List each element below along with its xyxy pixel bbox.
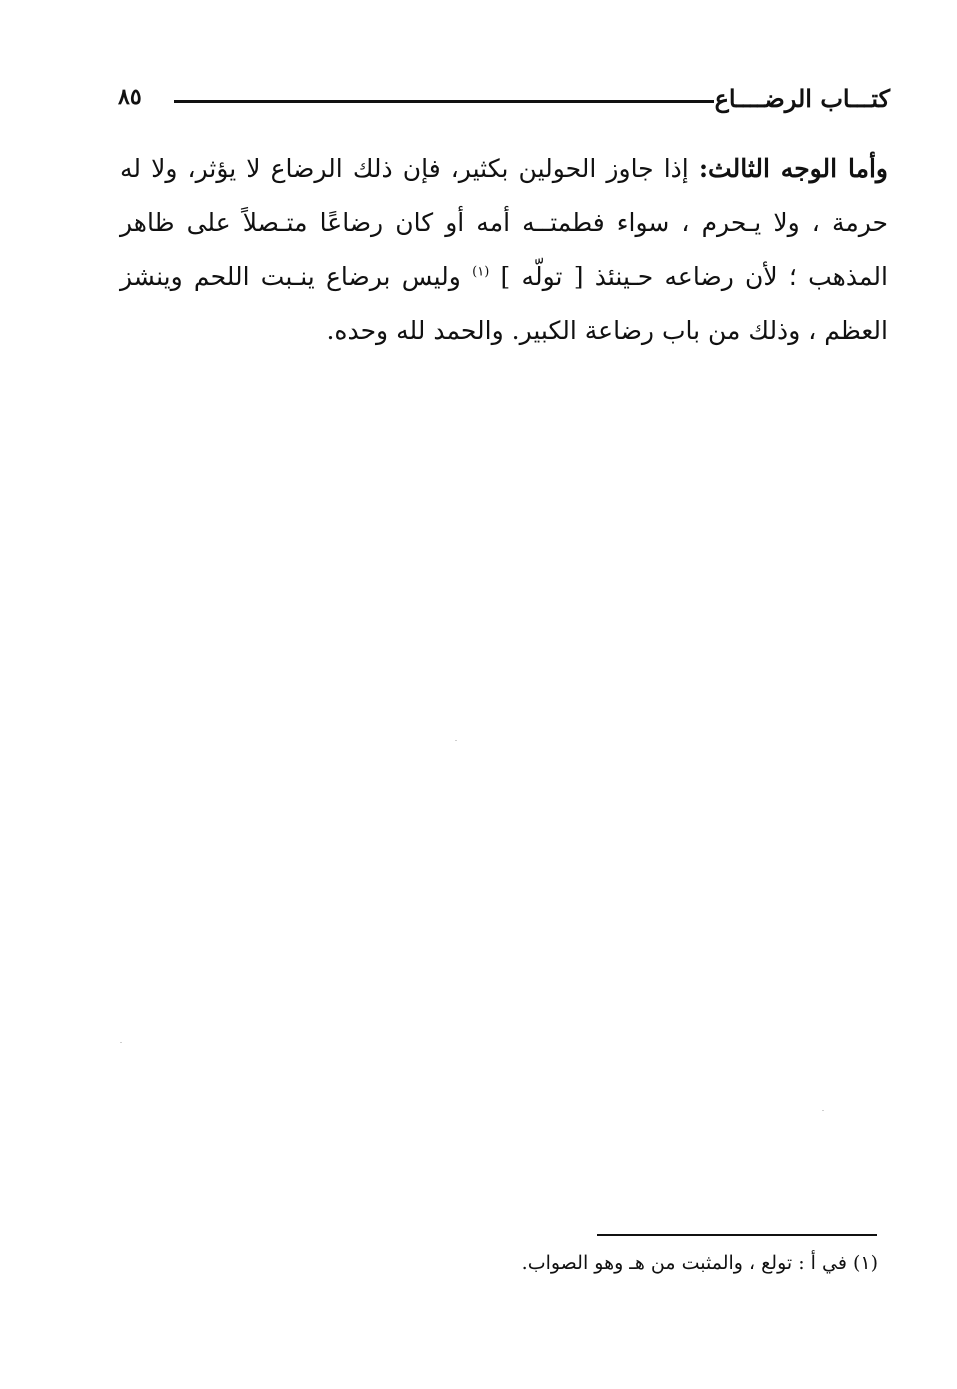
scan-speck [455,740,457,741]
paragraph-text-part-2: وليس برضاع ينـبت اللحم وينشز العظم ، وذلك من باب رضاعة الكبير. والحمد لله وحده. [120,262,888,345]
chapter-title: كتـــاب الرضــــاع [714,84,890,113]
footnote-reference: (١) [472,264,490,280]
footnote-separator [597,1234,877,1236]
header-rule [174,100,714,103]
scan-speck [120,1042,122,1043]
footnote: (١) في أ : تولع ، والمثبت من هـ وهو الصواب. [521,1252,878,1274]
paragraph-text-part-1: إذا جاوز الحولين بكثير، فإن ذلك الرضاع لا يؤثر، ولا له حرمة ، ولا يـحرم ، سواء فطمتــه أمه أو كان رضاعًا متـصلاً على ظاهر المذهب ؛ لأن رضاعه حـينئذ [ تولّه ] [120,154,888,291]
page-number: ٨٥ [118,84,142,110]
main-paragraph [120,142,888,358]
running-header [118,82,890,122]
scan-speck [822,1110,824,1111]
paragraph-lead: وأما الوجه الثالث: [698,154,888,183]
